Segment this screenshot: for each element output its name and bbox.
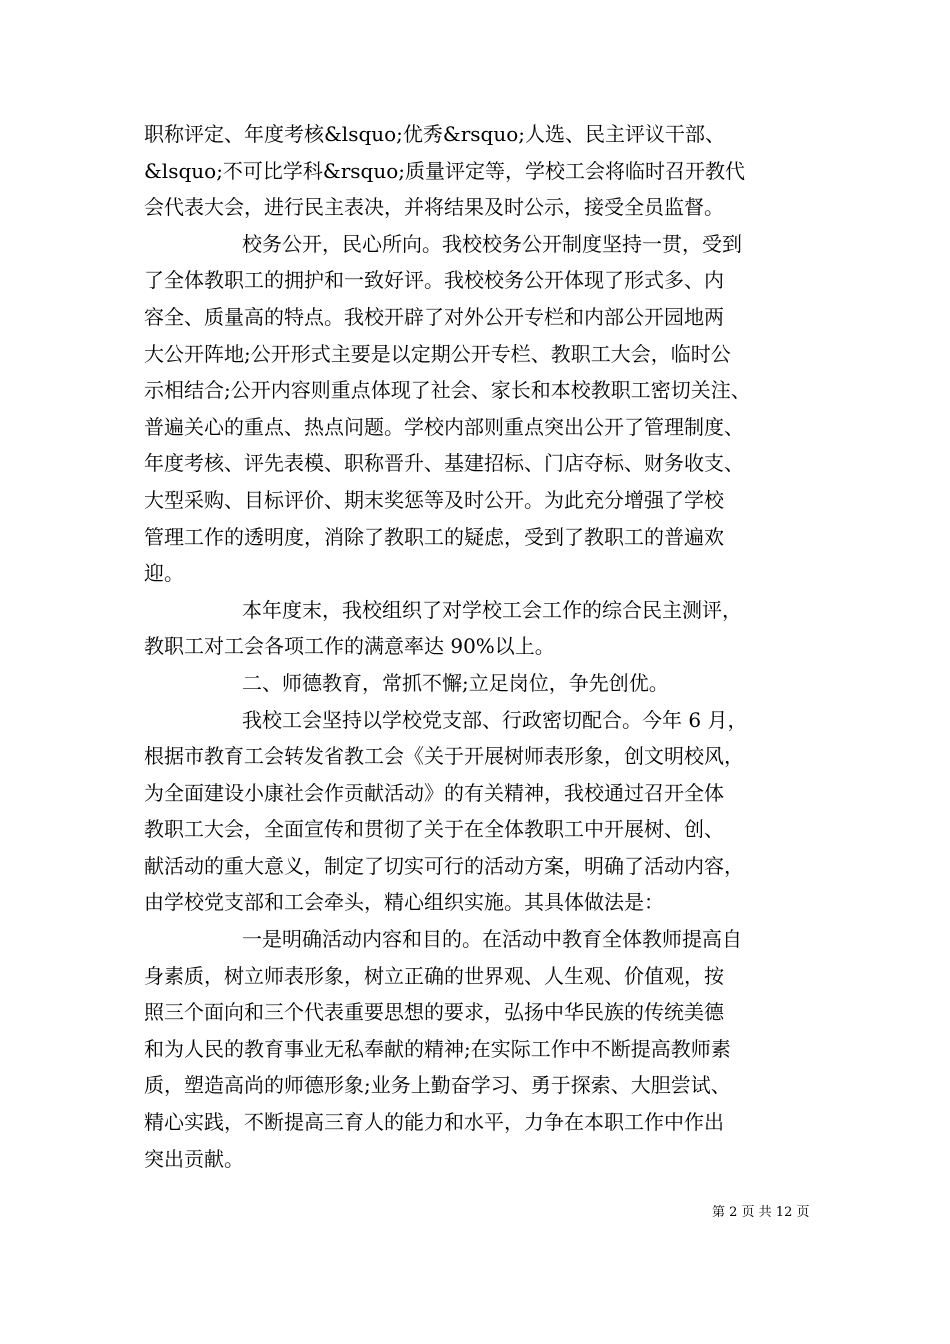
text-line: 精心实践，不断提高三育人的能力和水平，力争在本职工作中作出 (144, 1110, 724, 1135)
text-line: 容全、质量高的特点。我校开辟了对外公开专栏和内部公开园地两 (144, 304, 724, 329)
document-body (144, 116, 844, 1177)
text-line: 和为人民的教育事业无私奉献的精神;在实际工作中不断提高教师素 (144, 1036, 731, 1061)
paragraph (144, 226, 844, 592)
text-line: 大公开阵地;公开形式主要是以定期公开专栏、教职工大会，临时公 (144, 341, 731, 366)
paragraph (144, 921, 844, 1177)
text-line: 职称评定、年度考核&lsquo;优秀&rsquo;人选、民主评议干部、 (144, 122, 726, 146)
text-line: 献活动的重大意义，制定了切实可行的活动方案，明确了活动内容， (144, 853, 744, 878)
text-line: 二、师德教育，常抓不懈;立足岗位，争先创优。 (242, 670, 669, 695)
text-line: 教职工大会，全面宣传和贯彻了关于在全体教职工中开展树、创、 (144, 817, 724, 842)
page-number: 第 2 页 共 12 页 (712, 1205, 810, 1220)
text-line: 突出贡献。 (144, 1146, 244, 1171)
text-line: 会代表大会，进行民主表决，并将结果及时公示，接受全员监督。 (144, 195, 724, 220)
text-line: 示相结合;公开内容则重点体现了社会、家长和本校教职工密切关注、 (144, 378, 751, 403)
text-line: 大型采购、目标评价、期末奖惩等及时公开。为此充分增强了学校 (144, 487, 724, 512)
text-line: 教职工对工会各项工作的满意率达 90%以上。 (144, 634, 555, 659)
text-line: 由学校党支部和工会牵头，精心组织实施。其具体做法是： (144, 890, 664, 915)
text-line: 照三个面向和三个代表重要思想的要求，弘扬中华民族的传统美德 (144, 1000, 724, 1025)
section-heading (144, 665, 844, 702)
paragraph (144, 116, 844, 226)
text-line: &lsquo;不可比学科&rsquo;质量评定等，学校工会将临时召开教代 (144, 158, 746, 183)
text-line: 我校工会坚持以学校党支部、行政密切配合。今年 6 月， (242, 707, 748, 732)
paragraph (144, 702, 844, 922)
text-line: 本年度末，我校组织了对学校工会工作的综合民主测评， (242, 597, 742, 622)
text-line: 迎。 (144, 561, 184, 586)
text-line: 了全体教职工的拥护和一致好评。我校校务公开体现了形式多、内 (144, 268, 724, 293)
text-line: 一是明确活动内容和目的。在活动中教育全体教师提高自 (242, 927, 742, 952)
text-line: 身素质，树立师表形象，树立正确的世界观、人生观、价值观，按 (144, 963, 724, 988)
text-line: 管理工作的透明度，消除了教职工的疑虑，受到了教职工的普遍欢 (144, 524, 724, 549)
paragraph (144, 592, 844, 665)
text-line: 质，塑造高尚的师德形象;业务上勤奋学习、勇于探索、大胆尝试、 (144, 1073, 731, 1098)
text-line: 年度考核、评先表模、职称晋升、基建招标、门店夺标、财务收支、 (144, 451, 744, 476)
text-line: 根据市教育工会转发省教工会《关于开展树师表形象，创文明校风， (144, 744, 744, 769)
text-line: 为全面建设小康社会作贡献活动》的有关精神，我校通过召开全体 (144, 780, 724, 805)
text-line: 校务公开，民心所向。我校校务公开制度坚持一贯，受到 (242, 231, 742, 256)
text-line: 普遍关心的重点、热点问题。学校内部则重点突出公开了管理制度、 (144, 414, 744, 439)
